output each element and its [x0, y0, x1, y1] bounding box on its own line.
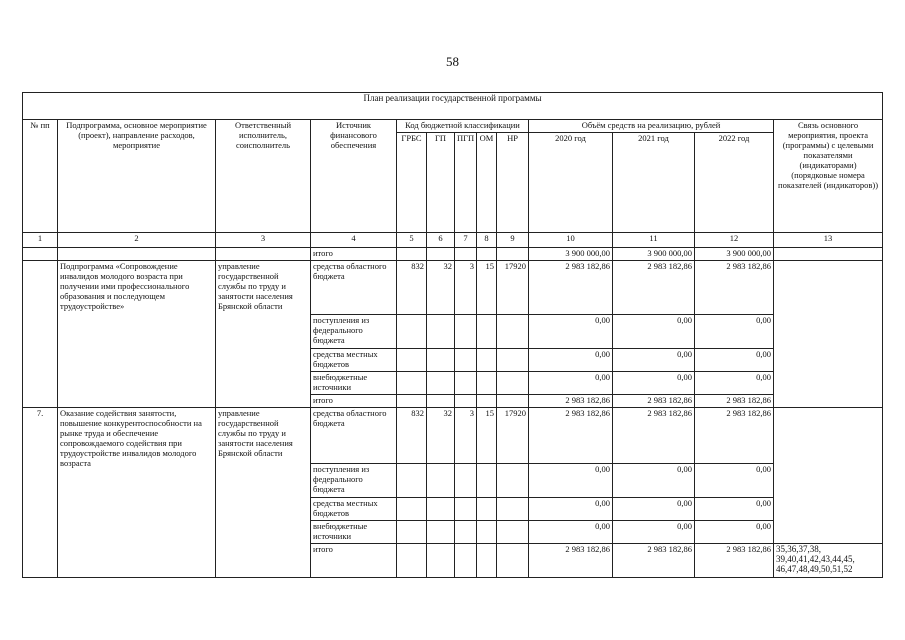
- col-number: 11: [613, 233, 695, 248]
- table-title: План реализации государственной программы: [23, 93, 883, 120]
- value-2020: 0,00: [529, 315, 613, 349]
- header-grbs: ГРБС: [397, 133, 427, 233]
- nr-cell: 17920: [497, 408, 529, 464]
- value-2021: 2 983 182,86: [613, 261, 695, 315]
- col-number: 10: [529, 233, 613, 248]
- col-number: 6: [427, 233, 455, 248]
- top-total-2020: 3 900 000,00: [529, 248, 613, 261]
- source-cell: итого: [311, 395, 397, 408]
- col-number: 13: [774, 233, 883, 248]
- header-row: [23, 120, 883, 133]
- value-2020: 2 983 182,86: [529, 261, 613, 315]
- top-total-source: итого: [311, 248, 397, 261]
- header-budget-code: Код бюджетной классификации: [397, 120, 529, 133]
- block1-program: Подпрограмма «Сопровождение инвалидов молодого возраста при получении ими профессионального образования и последующем трудоустройстве»: [58, 261, 216, 408]
- value-2022: 0,00: [695, 464, 774, 498]
- header-2020: 2020 год: [529, 133, 613, 233]
- col-number: 3: [216, 233, 311, 248]
- block1-executor: управление государственной службы по труду и занятости населения Брянской области: [216, 261, 311, 408]
- col-number: 5: [397, 233, 427, 248]
- table-row: [23, 408, 883, 464]
- col-number: 9: [497, 233, 529, 248]
- value-2022: 2 983 182,86: [695, 261, 774, 315]
- value-2022: 0,00: [695, 349, 774, 372]
- top-total-2022: 3 900 000,00: [695, 248, 774, 261]
- table-row: [23, 261, 883, 315]
- top-total-2021: 3 900 000,00: [613, 248, 695, 261]
- value-2020: 0,00: [529, 464, 613, 498]
- header-2022: 2022 год: [695, 133, 774, 233]
- header-program: Подпрограмма, основное мероприятие (проект), направление расходов, мероприятие: [58, 120, 216, 233]
- value-2021: 0,00: [613, 521, 695, 544]
- header-source: Источник финансового обеспечения: [311, 120, 397, 233]
- pgp-cell: 3: [455, 408, 477, 464]
- block2-num: 7.: [23, 408, 58, 578]
- value-2020: 2 983 182,86: [529, 544, 613, 578]
- col-number: 12: [695, 233, 774, 248]
- grbs-cell: 832: [397, 261, 427, 315]
- source-cell: поступления из федерального бюджета: [311, 315, 397, 349]
- source-cell: итого: [311, 544, 397, 578]
- value-2020: 0,00: [529, 349, 613, 372]
- value-2022: 0,00: [695, 521, 774, 544]
- header-2021: 2021 год: [613, 133, 695, 233]
- om-cell: 15: [477, 261, 497, 315]
- header-executor: Ответственный исполнитель, соисполнитель: [216, 120, 311, 233]
- value-2020: 0,00: [529, 372, 613, 395]
- nr-cell: 17920: [497, 261, 529, 315]
- value-2020: 0,00: [529, 521, 613, 544]
- col-number: 7: [455, 233, 477, 248]
- value-2021: 2 983 182,86: [613, 395, 695, 408]
- grbs-cell: 832: [397, 408, 427, 464]
- page-number: 58: [446, 54, 459, 69]
- block2-executor: управление государственной службы по труду и занятости населения Брянской области: [216, 408, 311, 578]
- header-pgp: ПГП: [455, 133, 477, 233]
- value-2022: 0,00: [695, 498, 774, 521]
- source-cell: средства областного бюджета: [311, 408, 397, 464]
- top-total-row: [23, 248, 883, 261]
- col-number: 8: [477, 233, 497, 248]
- col-number: 4: [311, 233, 397, 248]
- value-2020: 2 983 182,86: [529, 408, 613, 464]
- om-cell: 15: [477, 408, 497, 464]
- header-num: № пп: [23, 120, 58, 233]
- source-cell: внебюджетные источники: [311, 521, 397, 544]
- indicator-link-cell: 35,36,37,38, 39,40,41,42,43,44,45, 46,47,48,49,50,51,52: [774, 544, 883, 578]
- block1-num: [23, 261, 58, 408]
- pgp-cell: 3: [455, 261, 477, 315]
- value-2021: 2 983 182,86: [613, 408, 695, 464]
- value-2021: 0,00: [613, 498, 695, 521]
- header-om: ОМ: [477, 133, 497, 233]
- source-cell: средства местных бюджетов: [311, 498, 397, 521]
- table-title-row: [23, 93, 883, 120]
- value-2021: 0,00: [613, 349, 695, 372]
- source-cell: средства местных бюджетов: [311, 349, 397, 372]
- header-volume: Объём средств на реализацию, рублей: [529, 120, 774, 133]
- gp-cell: 32: [427, 408, 455, 464]
- col-number: 1: [23, 233, 58, 248]
- value-2021: 2 983 182,86: [613, 544, 695, 578]
- source-cell: поступления из федерального бюджета: [311, 464, 397, 498]
- value-2020: 0,00: [529, 498, 613, 521]
- value-2021: 0,00: [613, 464, 695, 498]
- value-2022: 2 983 182,86: [695, 408, 774, 464]
- header-gp: ГП: [427, 133, 455, 233]
- gp-cell: 32: [427, 261, 455, 315]
- source-cell: средства областного бюджета: [311, 261, 397, 315]
- column-number-row: [23, 233, 883, 248]
- value-2021: 0,00: [613, 372, 695, 395]
- header-nr: НР: [497, 133, 529, 233]
- value-2022: 0,00: [695, 372, 774, 395]
- value-2020: 2 983 182,86: [529, 395, 613, 408]
- header-link: Связь основного мероприятия, проекта (программы) с целевыми показателями (индикаторами) (порядковые номера показателей (индикаторов)): [774, 120, 883, 233]
- value-2022: 2 983 182,86: [695, 544, 774, 578]
- block2-program: Оказание содействия занятости, повышение конкурентоспособности на рынке труда и обеспечение сопровождаемого содействия при трудоустройстве инвалидов молодого возраста: [58, 408, 216, 578]
- value-2022: 2 983 182,86: [695, 395, 774, 408]
- program-plan-table: [22, 92, 883, 578]
- value-2021: 0,00: [613, 315, 695, 349]
- col-number: 2: [58, 233, 216, 248]
- source-cell: внебюджетные источники: [311, 372, 397, 395]
- value-2022: 0,00: [695, 315, 774, 349]
